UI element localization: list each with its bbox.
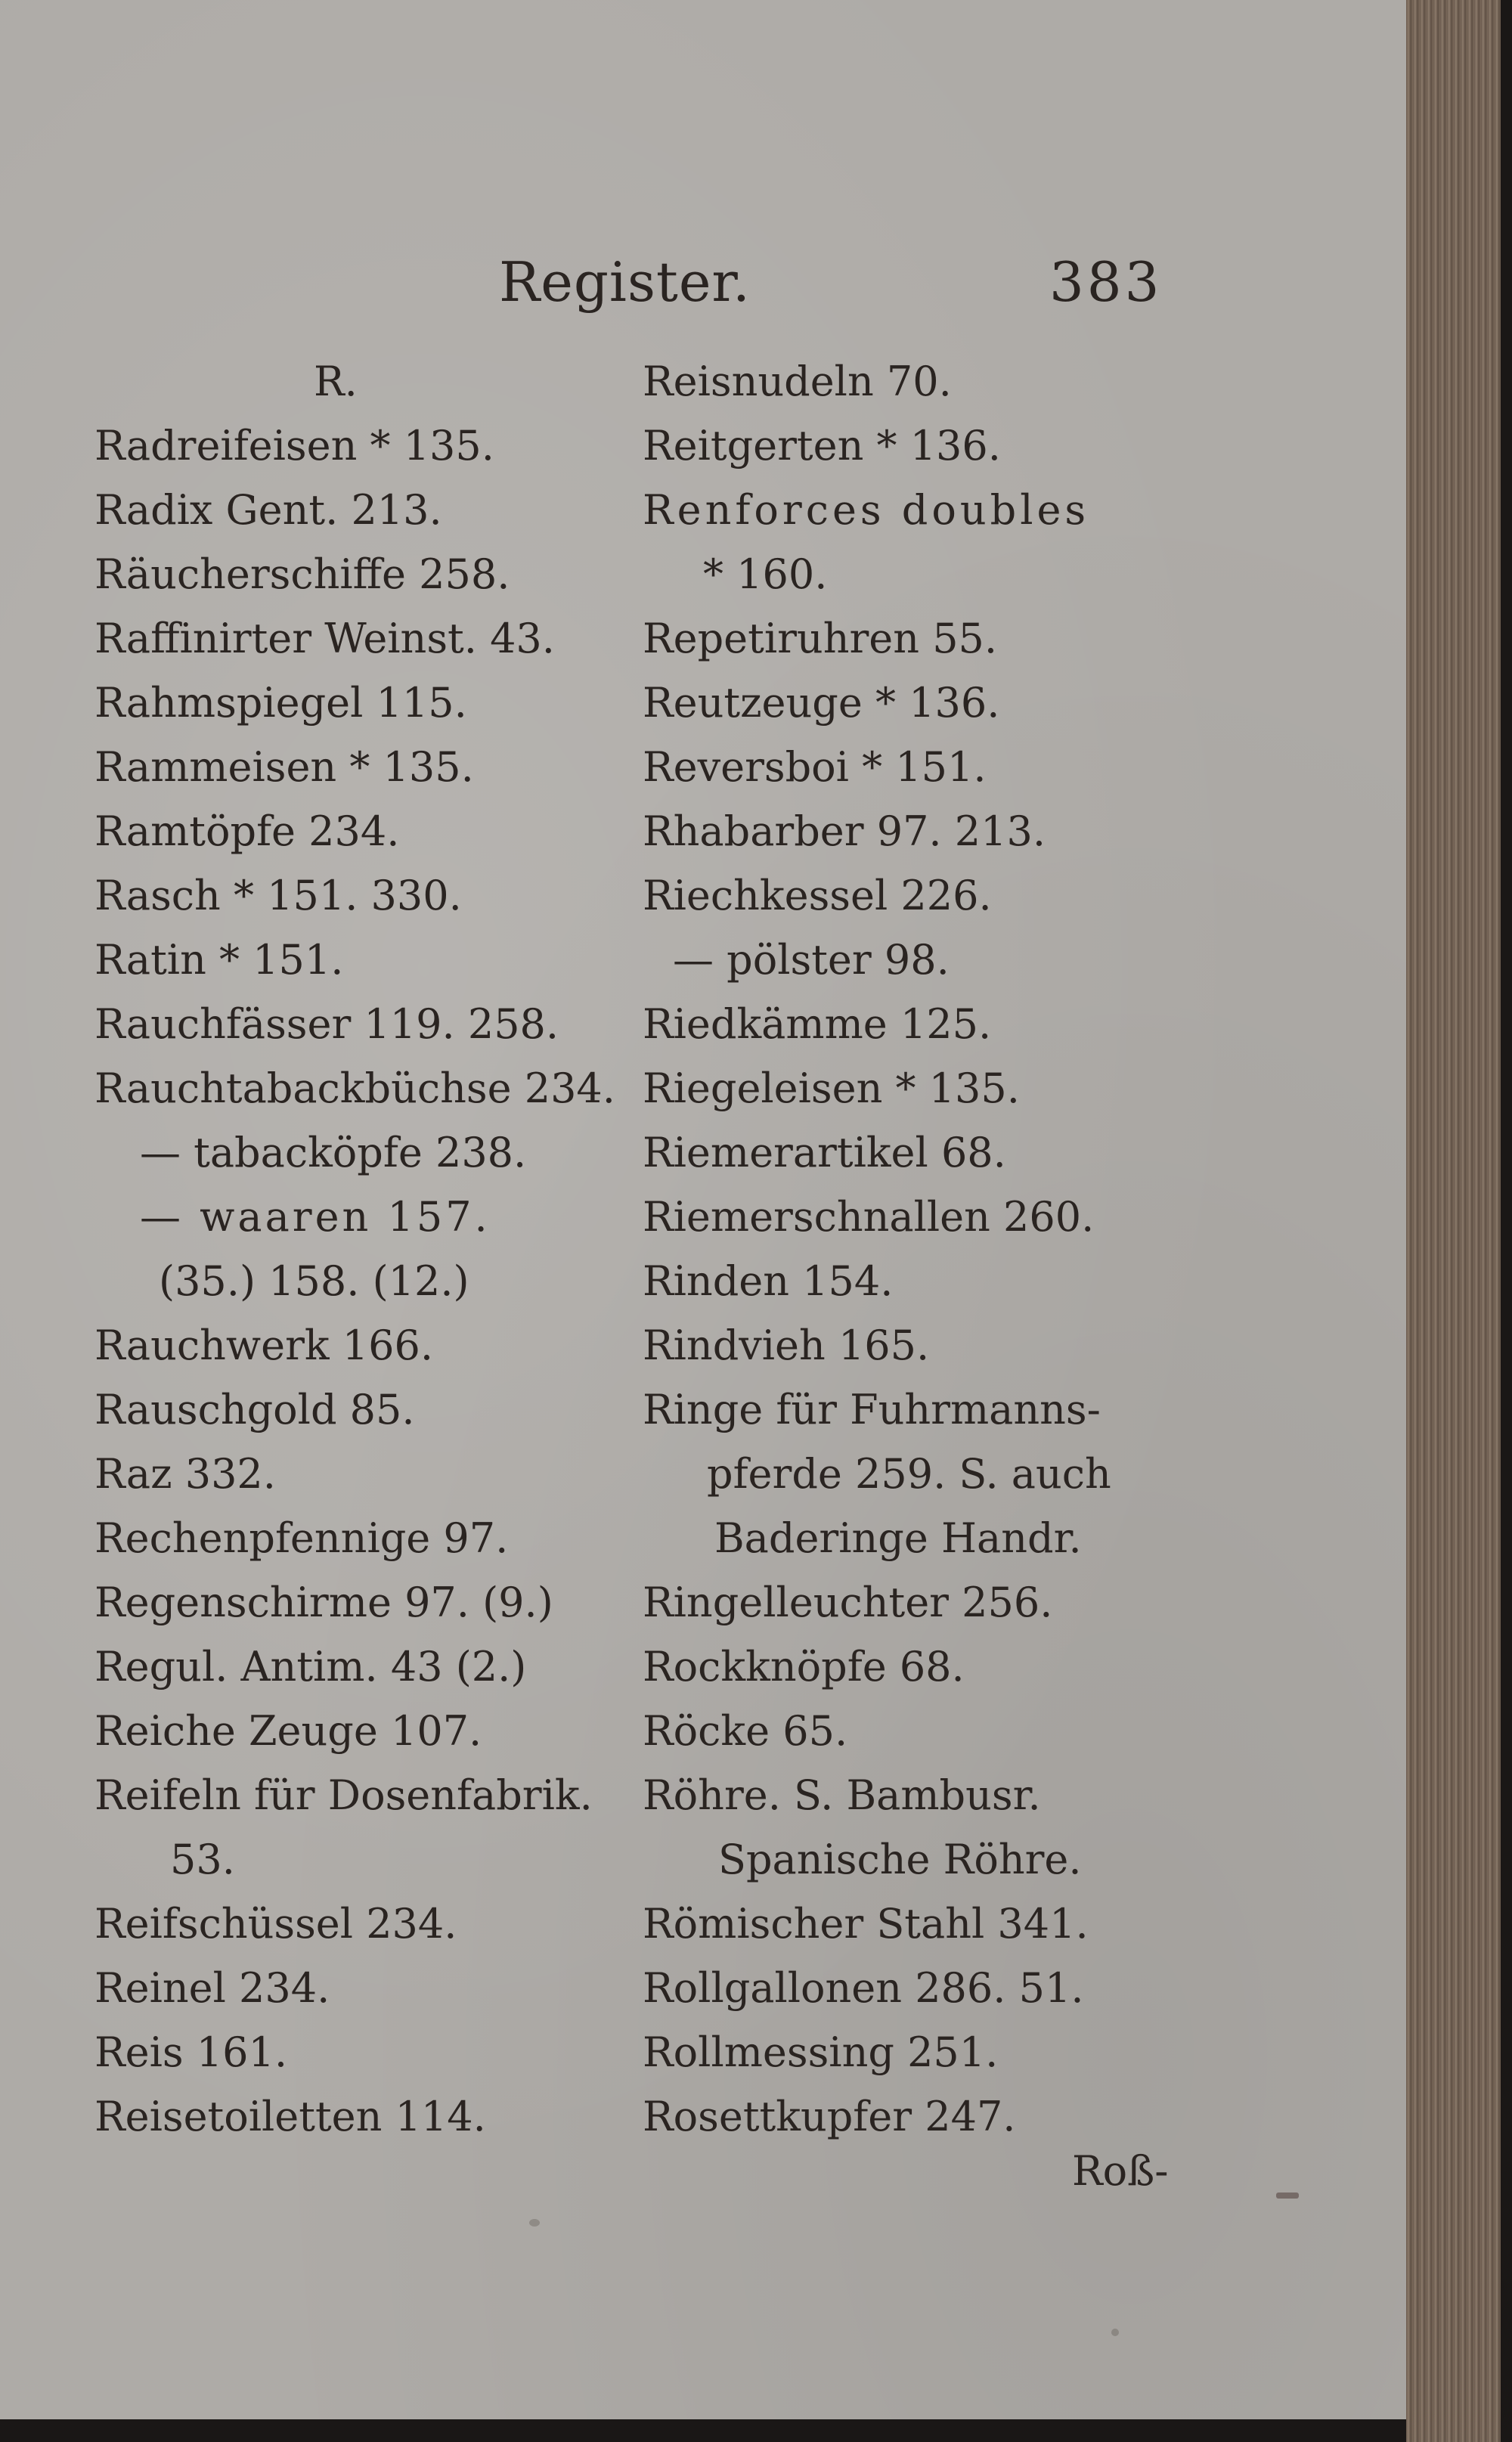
index-continuation: * 160. (703, 550, 828, 598)
index-entry: Rechenpfennige 97. (94, 1514, 509, 1562)
index-entry: Röcke 65. (643, 1707, 848, 1755)
index-entry: Römischer Stahl 341. (643, 1900, 1089, 1948)
index-entry: Regenschirme 97. (9.) (94, 1579, 553, 1626)
index-entry: Repetiruhren 55. (643, 615, 998, 662)
index-entry: Räucherschiffe 258. (94, 550, 510, 598)
index-entry: Rasch * 151. 330. (94, 872, 462, 919)
index-entry: Riemerschnallen 260. (643, 1193, 1095, 1241)
index-entry: Rauchfässer 119. 258. (94, 1000, 559, 1048)
index-entry: Reversboi * 151. (643, 743, 987, 791)
index-entry: Ratin * 151. (94, 936, 344, 984)
ink-spot (529, 2219, 540, 2227)
ink-spot (1276, 2193, 1299, 2199)
index-entry: Ramtöpfe 234. (94, 807, 400, 855)
index-entry: Rindvieh 165. (643, 1322, 930, 1369)
index-entry: Reisnudeln 70. (643, 358, 952, 405)
index-entry: Rammeisen * 135. (94, 743, 474, 791)
index-entry: Reifeln für Dosenfabrik. (94, 1771, 593, 1819)
index-entry: Radix Gent. 213. (94, 486, 442, 534)
catchword: Roß- (1072, 2147, 1169, 2195)
page-number: 383 (1049, 250, 1163, 314)
index-subentry: — tabacköpfe 238. (140, 1129, 527, 1176)
index-entry: Riegeleisen * 135. (643, 1065, 1020, 1112)
index-entry: Riechkessel 226. (643, 872, 992, 919)
index-entry: Rollmessing 251. (643, 2028, 999, 2076)
index-entry: Rahmspiegel 115. (94, 679, 467, 727)
index-entry: Radreifeisen * 135. (94, 422, 494, 469)
index-continuation: Spanische Röhre. (718, 1836, 1082, 1883)
index-entry: Rhabarber 97. 213. (643, 807, 1046, 855)
index-entry: Reutzeuge * 136. (643, 679, 1000, 727)
index-entry: Reitgerten * 136. (643, 422, 1001, 469)
ink-spot (1111, 2329, 1119, 2336)
index-entry: Ringe für Fuhrmanns- (643, 1386, 1101, 1433)
index-entry: Reis 161. (94, 2028, 287, 2076)
index-entry: Raffinirter Weinst. 43. (94, 615, 555, 662)
index-entry: Rockknöpfe 68. (643, 1643, 965, 1690)
index-entry: Rauchtabackbüchse 234. (94, 1065, 615, 1112)
index-entry: Regul. Antim. 43 (2.) (94, 1643, 527, 1690)
index-entry: Rauschgold 85. (94, 1386, 415, 1433)
index-entry: Rosettkupfer 247. (643, 2093, 1016, 2140)
index-entry: Riedkämme 125. (643, 1000, 992, 1048)
index-entry: Renforces doubles (643, 486, 1090, 534)
section-letter: R. (314, 358, 358, 405)
index-continuation: Baderinge Handr. (714, 1514, 1082, 1562)
index-continuation: pferde 259. S. auch (707, 1450, 1111, 1498)
index-entry: Reifschüssel 234. (94, 1900, 457, 1948)
index-entry: Röhre. S. Bambusr. (643, 1771, 1041, 1819)
index-continuation: 53. (170, 1836, 235, 1883)
index-entry: Reisetoiletten 114. (94, 2093, 486, 2140)
index-entry: Reiche Zeuge 107. (94, 1707, 482, 1755)
index-entry: Rauchwerk 166. (94, 1322, 434, 1369)
index-entry: Ringelleuchter 256. (643, 1579, 1053, 1626)
index-continuation: (35.) 158. (12.) (159, 1257, 469, 1305)
running-title: Register. (499, 250, 751, 314)
index-entry: Rollgallonen 286. 51. (643, 1964, 1084, 2012)
index-entry: Raz 332. (94, 1450, 276, 1498)
index-subentry: — pölster 98. (673, 936, 950, 984)
index-entry: Riemerartikel 68. (643, 1129, 1006, 1176)
index-entry: Reinel 234. (94, 1964, 330, 2012)
index-subentry: — waaren 157. (140, 1193, 491, 1241)
page-edges (1406, 0, 1501, 2442)
index-entry: Rinden 154. (643, 1257, 894, 1305)
